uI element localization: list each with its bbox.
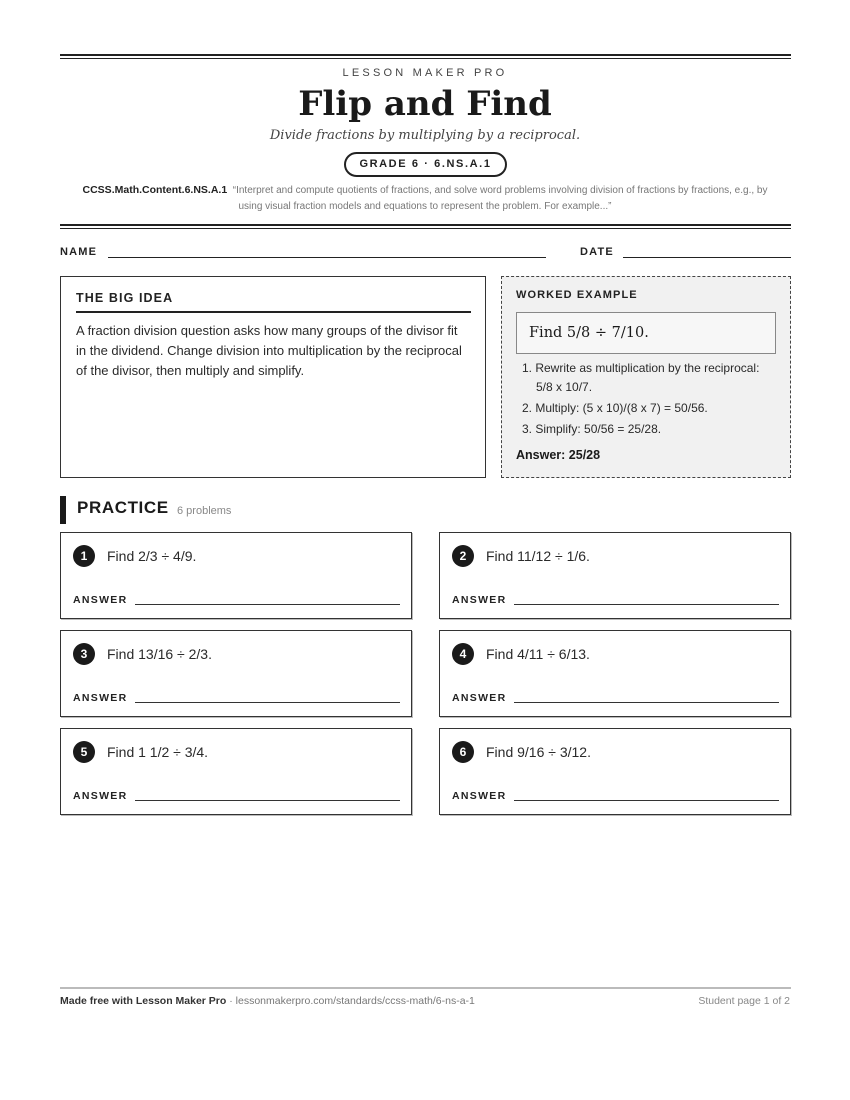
worked-step: 2. Multiply: (5 x 10)/(8 x 7) = 50/56. <box>522 401 708 415</box>
problem-number: 5 <box>73 741 95 763</box>
header-top-rule <box>60 54 791 59</box>
practice-count: 6 problems <box>177 505 232 517</box>
answer-field[interactable] <box>135 702 400 703</box>
practice-problem-card <box>439 532 791 619</box>
problem-text: Find 9/16 ÷ 3/12. <box>486 744 591 760</box>
big-idea-heading: THE BIG IDEA <box>76 291 471 313</box>
answer-label: ANSWER <box>73 692 128 704</box>
answer-field[interactable] <box>514 702 779 703</box>
answer-label: ANSWER <box>73 594 128 606</box>
problem-text: Find 4/11 ÷ 6/13. <box>486 646 590 662</box>
answer-label: ANSWER <box>452 692 507 704</box>
worked-example-box <box>501 276 791 478</box>
footer-made-with: Made free with Lesson Maker Pro <box>60 995 227 1007</box>
problem-text: Find 11/12 ÷ 1/6. <box>486 548 590 564</box>
standard-code: CCSS.Math.Content.6.NS.A.1 <box>82 184 228 196</box>
name-label: NAME <box>60 246 98 258</box>
problem-text: Find 2/3 ÷ 4/9. <box>107 548 197 564</box>
footer-url: · lessonmakerpro.com/standards/ccss-math/6-ns-a-1 <box>226 995 475 1007</box>
footer-rule <box>60 987 791 989</box>
answer-field[interactable] <box>135 800 400 801</box>
date-label: DATE <box>580 246 614 258</box>
answer-field[interactable] <box>135 604 400 605</box>
answer-field[interactable] <box>514 604 779 605</box>
problem-text: Find 1 1/2 ÷ 3/4. <box>107 744 209 760</box>
brand-name: LESSON MAKER PRO <box>342 67 508 79</box>
worked-example-answer: Answer: 25/28 <box>516 448 601 462</box>
big-idea-box <box>60 276 486 478</box>
practice-accent-bar <box>60 496 66 524</box>
answer-label: ANSWER <box>452 594 507 606</box>
worksheet-subtitle: Divide fractions by multiplying by a reciprocal. <box>269 128 581 143</box>
worked-example-problem: Find 5/8 ÷ 7/10. <box>516 312 776 354</box>
footer-credit <box>60 995 475 1007</box>
header-bottom-rule <box>60 224 791 229</box>
practice-heading: PRACTICE <box>77 498 169 517</box>
worksheet-title: Flip and Find <box>298 84 552 124</box>
practice-problem-card <box>60 728 412 815</box>
date-field[interactable] <box>623 257 791 258</box>
worked-step: 3. Simplify: 50/56 = 25/28. <box>522 422 662 436</box>
problem-number: 4 <box>452 643 474 665</box>
answer-label: ANSWER <box>73 790 128 802</box>
footer-page-number: Student page 1 of 2 <box>698 995 790 1007</box>
name-field[interactable] <box>108 257 546 258</box>
answer-field[interactable] <box>514 800 779 801</box>
problem-number: 6 <box>452 741 474 763</box>
big-idea-text: A fraction division question asks how many groups of the divisor fit in the dividend. Change division into multiplication by the reciprocal of the divisor, then multiply and simplify. <box>76 323 462 378</box>
standard-description <box>78 182 772 215</box>
practice-problem-card <box>439 728 791 815</box>
grade-standard-badge: GRADE 6 · 6.NS.A.1 <box>344 152 507 177</box>
worked-example-heading: WORKED EXAMPLE <box>516 289 638 301</box>
practice-problem-card <box>60 532 412 619</box>
answer-label: ANSWER <box>452 790 507 802</box>
problem-text: Find 13/16 ÷ 2/3. <box>107 646 212 662</box>
problem-number: 1 <box>73 545 95 567</box>
standard-text: “Interpret and compute quotients of fractions, and solve word problems involving division of fractions by fractions, e.g., by using visual fraction models and equations to represent the problem. For example...” <box>232 185 768 212</box>
worked-example-steps <box>522 359 777 441</box>
worked-step: 1. Rewrite as multiplication by the reciprocal: 5/8 x 10/7. <box>522 361 760 394</box>
practice-problem-card <box>439 630 791 717</box>
practice-problem-card <box>60 630 412 717</box>
problem-number: 2 <box>452 545 474 567</box>
problem-number: 3 <box>73 643 95 665</box>
